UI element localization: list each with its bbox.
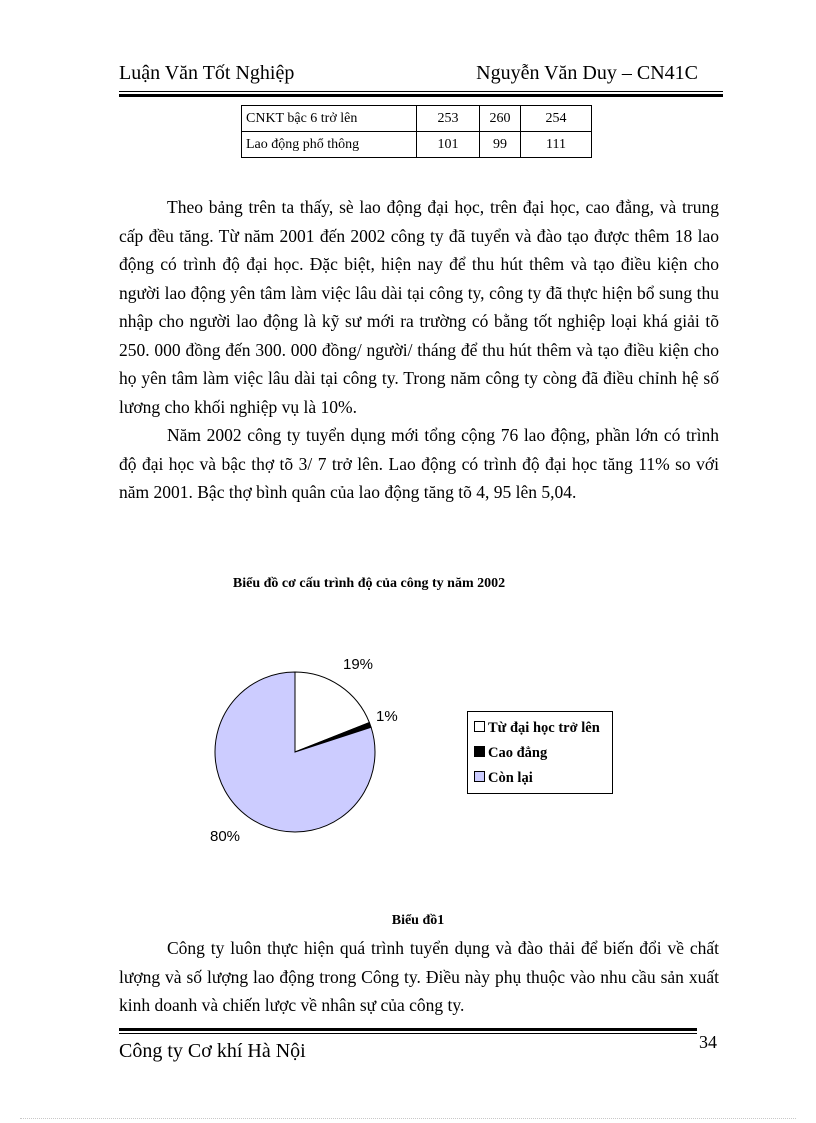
- legend-label: Cao đẳng: [488, 745, 548, 761]
- header-left: Luận Văn Tốt Nghiệp: [119, 62, 295, 84]
- page-edge: [20, 1118, 796, 1119]
- footer-rule-thin: [119, 1033, 697, 1034]
- legend-label: Còn lại: [488, 770, 533, 786]
- chart-title: Biểu đồ cơ cấu trình độ của công ty năm 2002: [232, 576, 506, 591]
- legend-label: Từ đại học trở lên: [488, 720, 600, 736]
- table-row: [242, 106, 592, 132]
- header-rule-thin: [119, 91, 723, 92]
- table-cell: 99: [480, 132, 521, 158]
- data-table: [241, 105, 592, 158]
- paragraph: Theo bảng trên ta thấy, sè lao động đại học, trên đại học, cao đẳng, và trung cấp đều tăng. Từ năm 2001 đến 2002 công ty đã tuyển và đào tạo được thêm 18 lao động có trình độ đại học. Đặc biệt, hiện nay để thu hút thêm và tạo điều kiện cho người lao động yên tâm làm việc lâu dài tại công ty, công ty đã thực hiện bổ sung thu nhập cho người lao động là kỹ sư mới ra trường có bằng tốt nghiệp loại khá giải tõ 250. 000 đồng đến 300. 000 đồng/ người/ tháng để thu hút thêm và tạo điều kiện cho họ yên tâm làm việc lâu dài tại công ty. Trong năm công ty còng đã điều chỉnh hệ số lương cho khối nghiệp vụ là 10%.: [119, 197, 719, 417]
- table-cell-label: CNKT bậc 6 trở lên: [242, 106, 417, 132]
- legend-item: [474, 770, 533, 787]
- paragraph: Năm 2002 công ty tuyển dụng mới tổng cộng 76 lao động, phần lớn có trình độ đại học và bậc thợ tõ 3/ 7 trở lên. Lao động có trình độ đại học tăng 11% so với năm 2001. Bậc thợ bình quân của lao động tăng tõ 4, 95 lên 5,04.: [119, 425, 719, 502]
- paragraph: Công ty luôn thực hiện quá trình tuyển dụng và đào thải để biến đổi về chất lượng và số lượng lao động trong Công ty. Điều này phụ thuộc vào nhu cầu sản xuất kinh doanh và chiến lược về nhân sự của công ty.: [119, 938, 719, 1015]
- page-number: 34: [699, 1032, 717, 1052]
- figure-caption: Biểu đồ1: [391, 913, 445, 928]
- header-rule-thick: [119, 94, 723, 97]
- table-cell-label: Lao động phổ thông: [242, 132, 417, 158]
- legend-item: [474, 720, 600, 737]
- legend-swatch: [474, 746, 485, 757]
- table-cell: 260: [480, 106, 521, 132]
- table-row: [242, 132, 592, 158]
- pie-data-label: 1%: [376, 708, 398, 725]
- footer-left: Công ty Cơ khí Hà Nội: [119, 1040, 306, 1062]
- chart-legend: [467, 711, 613, 794]
- table-cell: 111: [521, 132, 592, 158]
- legend-swatch: [474, 771, 485, 782]
- footer-rule-thick: [119, 1028, 697, 1031]
- header-right: Nguyễn Văn Duy – CN41C: [476, 62, 698, 84]
- pie-data-label: 80%: [210, 828, 241, 845]
- table-cell: 254: [521, 106, 592, 132]
- table-cell: 101: [417, 132, 480, 158]
- legend-item: [474, 745, 547, 762]
- legend-swatch: [474, 721, 485, 732]
- table-cell: 253: [417, 106, 480, 132]
- pie-data-label: 19%: [343, 656, 374, 673]
